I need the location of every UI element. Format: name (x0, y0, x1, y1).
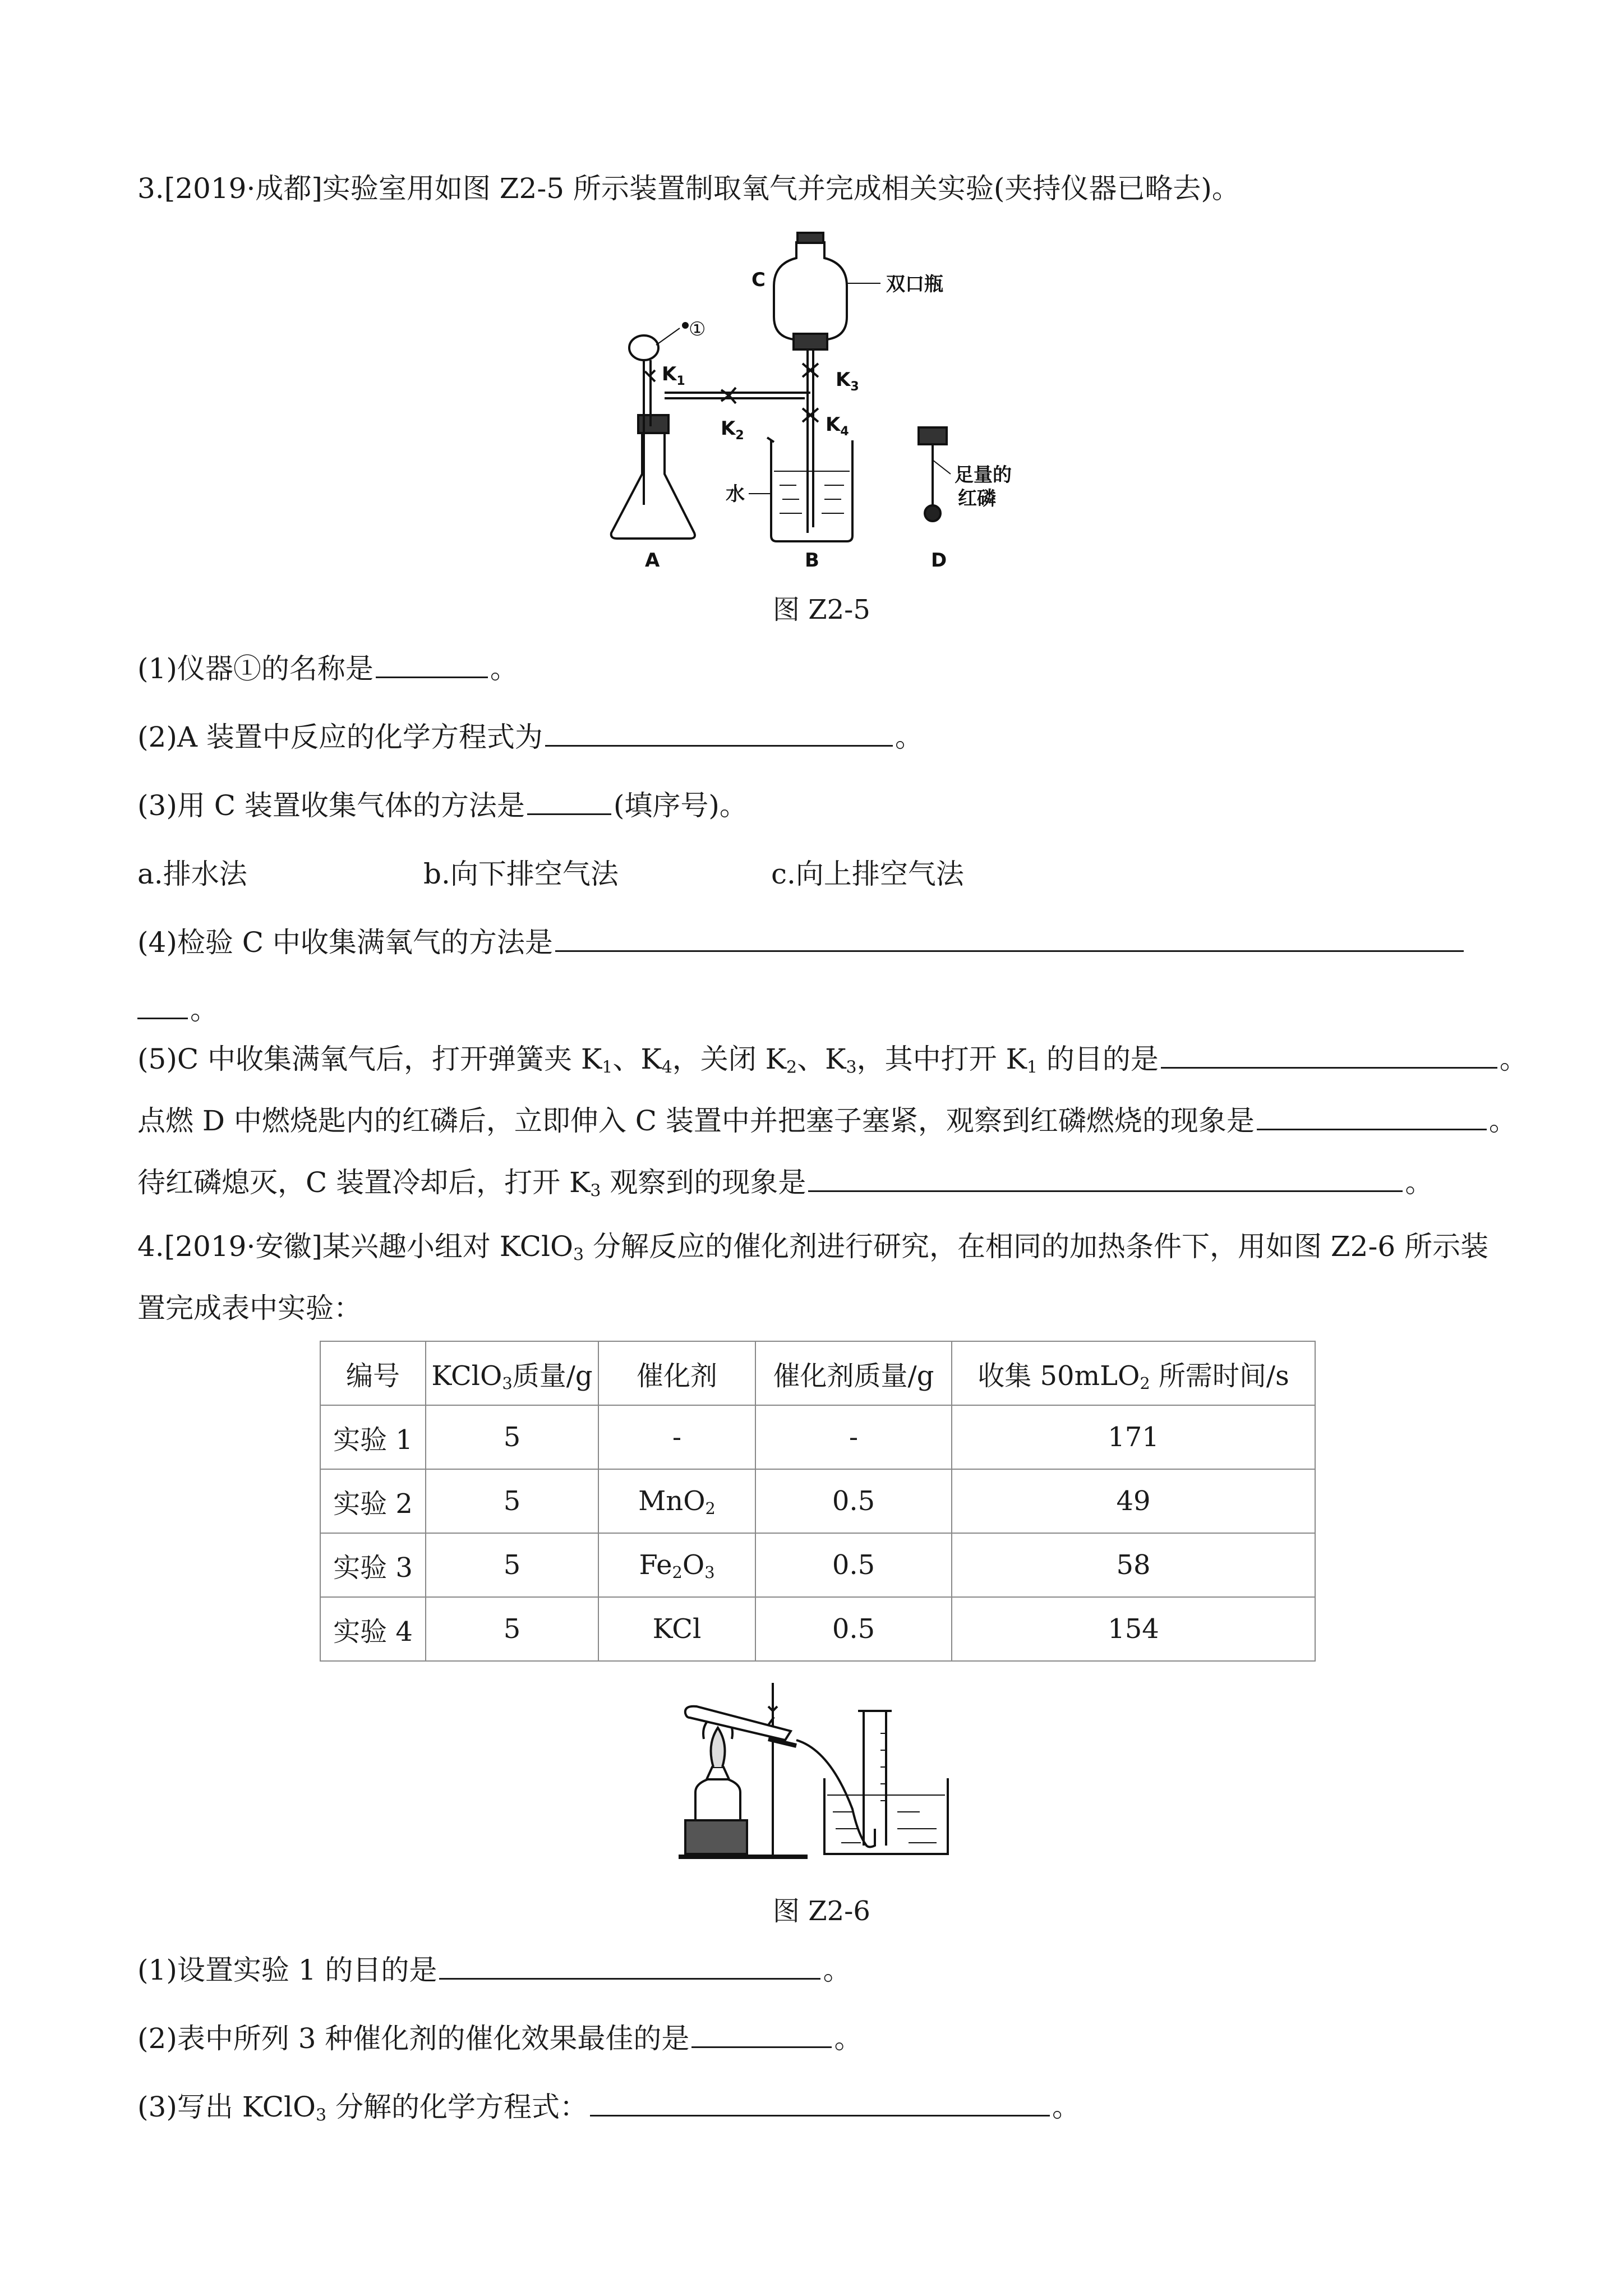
q3-p4-text: (4)检验 C 中收集满氧气的方法是 (137, 926, 553, 959)
table-cell: 实验 1 (320, 1405, 426, 1469)
q3-p5-sub-k3: 3 (590, 1181, 601, 1201)
table-cell: 实验 2 (320, 1469, 426, 1533)
q3-option-c: c.向上排空气法 (771, 858, 964, 890)
figure-z2-5-caption: 图 Z2-5 (773, 594, 870, 625)
q4-p1 (137, 1953, 851, 1987)
q3-p3-blank[interactable] (527, 789, 611, 815)
table-cell: 5 (426, 1405, 598, 1469)
table-cell: 0.5 (755, 1533, 952, 1597)
q3-p5-l1f: 的目的是 (1037, 1043, 1159, 1075)
q3-p5-blank1[interactable] (1161, 1042, 1497, 1069)
table-cell: 实验 4 (320, 1597, 426, 1661)
q3-p5-blank2[interactable] (1257, 1104, 1487, 1130)
spoon-d-stopper (919, 427, 947, 444)
table-header-cell: KClO$_3$质量/g (426, 1341, 598, 1405)
table-cell: KCl (598, 1597, 755, 1661)
q4-p1-post: 。 (823, 1954, 851, 1986)
q3-p5-l1-post: 。 (1499, 1043, 1528, 1075)
q3-p4-cont (137, 993, 218, 1027)
q4-p1-text: (1)设置实验 1 的目的是 (137, 1954, 437, 1986)
table-cell: 49 (952, 1469, 1315, 1533)
table-cell: 0.5 (755, 1597, 952, 1661)
q3-p5-sub3: 2 (786, 1057, 797, 1078)
table-row (320, 1533, 1315, 1597)
q3-p1-blank[interactable] (376, 652, 488, 678)
q3-p2 (137, 720, 923, 754)
q4-p1-blank[interactable] (439, 1953, 820, 1980)
q4-table (320, 1341, 1316, 1662)
q4-stem-line2: 置完成表中实验： (137, 1292, 362, 1324)
q3-option-b: b.向下排空气法 (423, 858, 619, 890)
q4-stem-sub: 3 (573, 1245, 584, 1265)
q3-p5-l3a: 待红磷熄灭，C 装置冷却后，打开 K (137, 1166, 591, 1199)
q3-p5-l2-post: 。 (1488, 1105, 1517, 1137)
q4-p3 (137, 2090, 1080, 2124)
q4-p3-text-b: 分解的化学方程式： (326, 2091, 588, 2123)
table-cell: - (755, 1405, 952, 1469)
q4-p3-text-a: (3)写出 KClO (137, 2091, 316, 2123)
table-cell: 0.5 (755, 1469, 952, 1533)
q3-source: [2019·成都] (164, 172, 322, 205)
table-cell: 5 (426, 1469, 598, 1533)
label-d: D (931, 549, 947, 572)
q3-p3-text: (3)用 C 装置收集气体的方法是 (137, 789, 525, 822)
q3-p5-line2 (137, 1104, 1517, 1138)
label-k1: $K_1$ (662, 363, 685, 388)
table-header-cell: 催化剂质量/g (755, 1341, 952, 1405)
label-c: C (751, 269, 766, 291)
table-header-row (320, 1341, 1315, 1405)
q4-number: 4. (137, 1230, 164, 1263)
q3-p5-l1d: 、K (797, 1043, 846, 1075)
q4-stem-line (137, 1230, 1488, 1263)
label-red-p-1: 足量的 (955, 464, 1012, 486)
q3-p4-blank-cont[interactable] (137, 993, 188, 1019)
table-cell: 171 (952, 1405, 1315, 1469)
label-shuangkouping: 双口瓶 (886, 273, 943, 296)
q3-p5-l1e: ，其中打开 K (856, 1043, 1027, 1075)
q3-p5-l2: 点燃 D 中燃烧匙内的红磷后，立即伸入 C 装置中并把塞子塞紧，观察到红磷燃烧的现象是 (137, 1105, 1255, 1137)
q3-p3-post: (填序号)。 (613, 789, 748, 822)
table-header-cell: 收集 50mLO$_2$ 所需时间/s (952, 1341, 1315, 1405)
table-cell: 实验 3 (320, 1533, 426, 1597)
q3-p5-sub4: 3 (846, 1057, 857, 1078)
q3-p1 (137, 652, 518, 685)
q3-stem: 实验室用如图 Z2-5 所示装置制取氧气并完成相关实验(夹持仪器已略去)。 (322, 172, 1240, 205)
q3-p1-post: 。 (490, 652, 518, 685)
label-b: B (805, 549, 819, 572)
q3-p4 (137, 926, 1466, 959)
table-row (320, 1597, 1315, 1661)
q3-p2-post: 。 (895, 721, 923, 753)
q3-p2-blank[interactable] (545, 720, 893, 747)
q3-p5-sub1: 1 (602, 1057, 613, 1078)
q4-p3-sub: 3 (315, 2105, 327, 2125)
q3-p5-sub2: 4 (661, 1057, 672, 1078)
q4-p3-blank[interactable] (590, 2090, 1050, 2116)
q3-stem-line (137, 172, 1240, 205)
q4-p2-blank[interactable] (691, 2022, 832, 2048)
q3-p5-blank3[interactable] (808, 1166, 1403, 1192)
q3-p5-sub5: 1 (1026, 1057, 1038, 1078)
q3-p5-l3b: 观察到的现象是 (601, 1166, 806, 1199)
q3-p5-l3-post: 。 (1405, 1166, 1433, 1199)
table-cell: MnO$_2$ (598, 1469, 755, 1533)
table-cell: 58 (952, 1533, 1315, 1597)
q3-number: 3. (137, 172, 164, 205)
q4-p2-post: 。 (834, 2022, 863, 2055)
figure-z2-5 (589, 224, 1038, 583)
label-a: A (645, 549, 660, 572)
label-circle-1: ① (689, 318, 706, 341)
table-header-cell: 催化剂 (598, 1341, 755, 1405)
figure-z2-6-caption: 图 Z2-6 (773, 1895, 870, 1927)
q3-p5-l1b: 、K (612, 1043, 662, 1075)
label-water: 水 (726, 483, 745, 505)
table-cell: - (598, 1405, 755, 1469)
q3-option-a: a.排水法 (137, 858, 247, 890)
q3-p5-l1a: (5)C 中收集满氧气后，打开弹簧夹 K (137, 1043, 602, 1075)
q3-p4-post: 。 (190, 993, 218, 1026)
q3-p1-text: (1)仪器①的名称是 (137, 652, 374, 685)
q4-stem-a: 某兴趣小组对 KClO (322, 1230, 574, 1263)
q3-p5-line1 (137, 1042, 1528, 1076)
q3-p3 (137, 789, 748, 822)
table-header-cell: 编号 (320, 1341, 426, 1405)
q3-p2-text: (2)A 装置中反应的化学方程式为 (137, 721, 543, 753)
table-row (320, 1469, 1315, 1533)
bottle-c-stopper (794, 334, 827, 349)
q3-p5-line3 (137, 1166, 1433, 1199)
table-cell: 5 (426, 1533, 598, 1597)
table-row (320, 1405, 1315, 1469)
label-k4: $K_4$ (826, 413, 849, 439)
table-cell: 5 (426, 1597, 598, 1661)
figure-z2-6 (673, 1677, 987, 1874)
q3-options (137, 857, 964, 891)
q3-p4-blank[interactable] (555, 926, 1464, 952)
table-cell: $Fe_2O_3$ (598, 1533, 755, 1597)
q4-p3-post: 。 (1052, 2091, 1080, 2123)
label-red-p-2: 红磷 (958, 487, 996, 510)
q4-p2-text: (2)表中所列 3 种催化剂的催化效果最佳的是 (137, 2022, 690, 2055)
q4-stem-b: 分解反应的催化剂进行研究，在相同的加热条件下，用如图 Z2-6 所示装 (584, 1230, 1489, 1263)
q4-source: [2019·安徽] (164, 1230, 322, 1263)
label-k2: $K_2$ (721, 417, 744, 443)
label-k3: $K_3$ (836, 369, 859, 394)
q3-p5-l1c: ，关闭 K (672, 1043, 787, 1075)
q4-p2 (137, 2022, 862, 2055)
table-cell: 154 (952, 1597, 1315, 1661)
